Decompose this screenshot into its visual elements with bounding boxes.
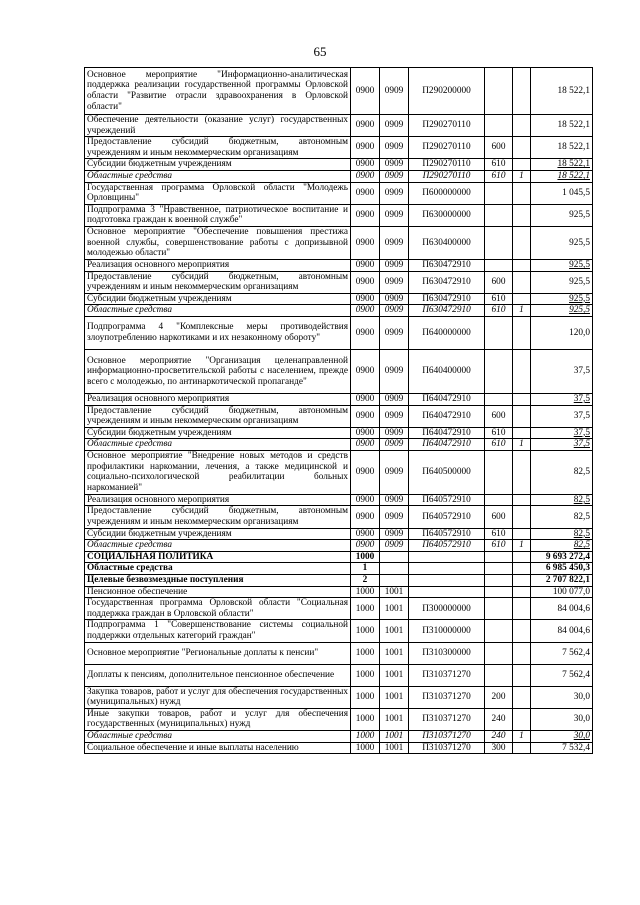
- cell-target-article: П640472910: [409, 405, 485, 427]
- cell-expense-type: [485, 586, 513, 598]
- cell-name: Доплаты к пенсиям, дополнительное пенсионное обеспечение: [85, 664, 351, 686]
- cell-section: 0900: [351, 226, 380, 259]
- cell-subsection: 1001: [380, 620, 409, 642]
- cell-expense-type: [485, 575, 513, 587]
- cell-subsection: 1001: [380, 642, 409, 664]
- cell-section: 0900: [351, 439, 380, 451]
- table-row: [85, 598, 593, 620]
- cell-expense-type: [485, 115, 513, 137]
- cell-target-article: П290270110: [409, 170, 485, 182]
- cell-name: Закупка товаров, работ и услуг для обеспечения государственных (муниципальных) нужд: [85, 686, 351, 708]
- cell-amount: 9 693 272,4: [531, 551, 593, 563]
- cell-expense-type: 600: [485, 405, 513, 427]
- cell-section: 0900: [351, 293, 380, 305]
- cell-subsection: 0909: [380, 182, 409, 204]
- cell-amount: 37,5: [531, 439, 593, 451]
- cell-target-article: П640572910: [409, 540, 485, 552]
- cell-name: Реализация основного мероприятия: [85, 393, 351, 405]
- cell-name: Областные средства: [85, 540, 351, 552]
- table-row: [85, 708, 593, 730]
- cell-amount: 18 522,1: [531, 170, 593, 182]
- table-row: [85, 620, 593, 642]
- cell-expense-type: [485, 494, 513, 506]
- cell-target-article: П630472910: [409, 259, 485, 271]
- cell-section: 0900: [351, 170, 380, 182]
- cell-amount: 120,0: [531, 316, 593, 349]
- table-row: [85, 528, 593, 540]
- cell-source: [513, 664, 531, 686]
- cell-source: 1: [513, 439, 531, 451]
- cell-name: Основное мероприятие "Информационно-аналитическая поддержка реализации государственной программы Орловской области "Развитие отрасли здравоохранения в Орловской области": [85, 68, 351, 115]
- cell-target-article: П640472910: [409, 393, 485, 405]
- cell-subsection: [380, 551, 409, 563]
- table-row: [85, 540, 593, 552]
- cell-target-article: П310371270: [409, 664, 485, 686]
- cell-section: 0900: [351, 259, 380, 271]
- cell-amount: 84 004,6: [531, 620, 593, 642]
- cell-subsection: 1001: [380, 708, 409, 730]
- cell-source: [513, 137, 531, 159]
- table-row: [85, 686, 593, 708]
- table-row: [85, 259, 593, 271]
- cell-name: Подпрограмма 1 "Совершенствование системы социальной поддержки отдельных категорий граждан": [85, 620, 351, 642]
- cell-source: [513, 620, 531, 642]
- cell-source: [513, 506, 531, 528]
- table-row: [85, 159, 593, 171]
- cell-expense-type: 600: [485, 271, 513, 293]
- cell-target-article: П630472910: [409, 305, 485, 317]
- cell-expense-type: 610: [485, 293, 513, 305]
- cell-expense-type: [485, 450, 513, 494]
- cell-expense-type: [485, 642, 513, 664]
- table-row: [85, 137, 593, 159]
- cell-amount: 925,5: [531, 204, 593, 226]
- cell-subsection: 0909: [380, 68, 409, 115]
- cell-amount: 6 985 450,3: [531, 563, 593, 575]
- cell-amount: 7 562,4: [531, 642, 593, 664]
- cell-section: 0900: [351, 182, 380, 204]
- cell-amount: 925,5: [531, 271, 593, 293]
- cell-section: 1000: [351, 551, 380, 563]
- cell-source: [513, 68, 531, 115]
- cell-section: 0900: [351, 349, 380, 393]
- cell-section: 1000: [351, 686, 380, 708]
- cell-target-article: П310371270: [409, 708, 485, 730]
- cell-subsection: 0909: [380, 226, 409, 259]
- cell-target-article: [409, 563, 485, 575]
- cell-name: Основное мероприятие "Организация целенаправленной информационно-просветительской работы с населением, прежде всего с молодежью, по антинаркотической пропаганде": [85, 349, 351, 393]
- cell-expense-type: 600: [485, 506, 513, 528]
- cell-subsection: 0909: [380, 528, 409, 540]
- cell-expense-type: 600: [485, 137, 513, 159]
- cell-subsection: 0909: [380, 540, 409, 552]
- cell-source: [513, 405, 531, 427]
- cell-subsection: [380, 575, 409, 587]
- cell-section: 0900: [351, 540, 380, 552]
- cell-amount: 30,0: [531, 686, 593, 708]
- cell-subsection: 0909: [380, 293, 409, 305]
- cell-subsection: 1001: [380, 742, 409, 754]
- cell-expense-type: 610: [485, 305, 513, 317]
- cell-target-article: П600000000: [409, 182, 485, 204]
- cell-amount: 37,5: [531, 427, 593, 439]
- cell-expense-type: 610: [485, 170, 513, 182]
- cell-name: Иные закупки товаров, работ и услуг для обеспечения государственных (муниципальных) нужд: [85, 708, 351, 730]
- cell-expense-type: [485, 182, 513, 204]
- cell-source: [513, 528, 531, 540]
- cell-name: Социальное обеспечение и иные выплаты населению: [85, 742, 351, 754]
- cell-source: [513, 316, 531, 349]
- cell-source: [513, 642, 531, 664]
- table-row: [85, 226, 593, 259]
- cell-subsection: 0909: [380, 305, 409, 317]
- cell-expense-type: 300: [485, 742, 513, 754]
- cell-target-article: [409, 575, 485, 587]
- cell-amount: 1 045,5: [531, 182, 593, 204]
- cell-subsection: 1001: [380, 586, 409, 598]
- cell-target-article: [409, 586, 485, 598]
- cell-subsection: 0909: [380, 393, 409, 405]
- table-row: [85, 494, 593, 506]
- cell-target-article: П630472910: [409, 293, 485, 305]
- cell-target-article: П300000000: [409, 598, 485, 620]
- cell-section: 0900: [351, 137, 380, 159]
- cell-target-article: П310371270: [409, 686, 485, 708]
- cell-target-article: П640472910: [409, 439, 485, 451]
- table-row: [85, 506, 593, 528]
- table-row: [85, 68, 593, 115]
- table-row: [85, 115, 593, 137]
- cell-amount: 30,0: [531, 708, 593, 730]
- cell-section: 1000: [351, 620, 380, 642]
- cell-section: 1000: [351, 708, 380, 730]
- cell-expense-type: 610: [485, 528, 513, 540]
- cell-source: 1: [513, 540, 531, 552]
- cell-target-article: [409, 551, 485, 563]
- table-row: [85, 563, 593, 575]
- cell-expense-type: [485, 204, 513, 226]
- cell-section: 2: [351, 575, 380, 587]
- cell-target-article: П640400000: [409, 349, 485, 393]
- cell-name: Предоставление субсидий бюджетным, автономным учреждениям и иным некоммерческим организациям: [85, 405, 351, 427]
- cell-source: [513, 450, 531, 494]
- cell-subsection: 1001: [380, 730, 409, 742]
- cell-target-article: П630472910: [409, 271, 485, 293]
- cell-source: [513, 271, 531, 293]
- cell-source: [513, 708, 531, 730]
- cell-expense-type: [485, 664, 513, 686]
- cell-amount: 925,5: [531, 259, 593, 271]
- cell-amount: 925,5: [531, 293, 593, 305]
- cell-target-article: П640000000: [409, 316, 485, 349]
- cell-target-article: П290270110: [409, 137, 485, 159]
- table-row: [85, 575, 593, 587]
- cell-name: Основное мероприятие "Региональные доплаты к пенсии": [85, 642, 351, 664]
- cell-name: Предоставление субсидий бюджетным, автономным учреждениям и иным некоммерческим организациям: [85, 271, 351, 293]
- cell-section: 0900: [351, 115, 380, 137]
- cell-subsection: 0909: [380, 506, 409, 528]
- table-row: [85, 450, 593, 494]
- cell-expense-type: 610: [485, 439, 513, 451]
- table-row: [85, 664, 593, 686]
- cell-section: 0900: [351, 405, 380, 427]
- table-row: [85, 170, 593, 182]
- cell-target-article: П640500000: [409, 450, 485, 494]
- table-row: [85, 642, 593, 664]
- cell-amount: 82,5: [531, 494, 593, 506]
- cell-name: Субсидии бюджетным учреждениям: [85, 293, 351, 305]
- cell-subsection: 0909: [380, 439, 409, 451]
- cell-expense-type: [485, 563, 513, 575]
- cell-expense-type: [485, 598, 513, 620]
- table-row: [85, 730, 593, 742]
- cell-name: Целевые безвозмездные поступления: [85, 575, 351, 587]
- cell-amount: 18 522,1: [531, 159, 593, 171]
- cell-amount: 84 004,6: [531, 598, 593, 620]
- cell-section: 0900: [351, 204, 380, 226]
- cell-expense-type: [485, 551, 513, 563]
- cell-amount: 82,5: [531, 450, 593, 494]
- cell-section: 1000: [351, 586, 380, 598]
- cell-section: 0900: [351, 159, 380, 171]
- cell-name: Подпрограмма 3 "Нравственное, патриотическое воспитание и подготовка граждан к военной службе": [85, 204, 351, 226]
- cell-target-article: П290270110: [409, 159, 485, 171]
- table-row: [85, 271, 593, 293]
- cell-expense-type: 200: [485, 686, 513, 708]
- cell-subsection: 1001: [380, 686, 409, 708]
- cell-section: 0900: [351, 427, 380, 439]
- cell-section: 1000: [351, 664, 380, 686]
- table-row: [85, 204, 593, 226]
- cell-source: [513, 586, 531, 598]
- cell-section: 1: [351, 563, 380, 575]
- table-row: [85, 293, 593, 305]
- cell-subsection: 0909: [380, 316, 409, 349]
- cell-amount: 30,0: [531, 730, 593, 742]
- cell-amount: 18 522,1: [531, 137, 593, 159]
- cell-subsection: 0909: [380, 349, 409, 393]
- cell-target-article: П310371270: [409, 730, 485, 742]
- cell-expense-type: [485, 226, 513, 259]
- cell-source: [513, 427, 531, 439]
- cell-subsection: 0909: [380, 427, 409, 439]
- cell-source: 1: [513, 170, 531, 182]
- cell-amount: 925,5: [531, 305, 593, 317]
- budget-table: [84, 67, 593, 754]
- cell-source: [513, 259, 531, 271]
- cell-target-article: П640472910: [409, 427, 485, 439]
- cell-subsection: 0909: [380, 494, 409, 506]
- cell-section: 0900: [351, 528, 380, 540]
- cell-source: [513, 204, 531, 226]
- cell-source: [513, 686, 531, 708]
- cell-name: Подпрограмма 4 "Комплексные меры противодействия злоупотреблению наркотиками и их незаконному обороту": [85, 316, 351, 349]
- cell-name: Предоставление субсидий бюджетным, автономным учреждениям и иным некоммерческим организациям: [85, 137, 351, 159]
- cell-amount: 82,5: [531, 540, 593, 552]
- cell-target-article: П310300000: [409, 642, 485, 664]
- cell-amount: 7 562,4: [531, 664, 593, 686]
- cell-subsection: 1001: [380, 598, 409, 620]
- cell-amount: 7 532,4: [531, 742, 593, 754]
- cell-section: 0900: [351, 393, 380, 405]
- cell-amount: 100 077,0: [531, 586, 593, 598]
- cell-name: Государственная программа Орловской области "Социальная поддержка граждан в Орловской области": [85, 598, 351, 620]
- cell-name: Субсидии бюджетным учреждениям: [85, 528, 351, 540]
- table-row: [85, 405, 593, 427]
- table-row: [85, 427, 593, 439]
- cell-target-article: П310371270: [409, 742, 485, 754]
- cell-expense-type: 610: [485, 427, 513, 439]
- cell-subsection: 0909: [380, 159, 409, 171]
- cell-amount: 37,5: [531, 393, 593, 405]
- cell-name: Субсидии бюджетным учреждениям: [85, 427, 351, 439]
- cell-target-article: П630400000: [409, 226, 485, 259]
- cell-name: Основное мероприятие "Обеспечение повышения престижа военной службы, совершенствование работы с допризывной молодежью области": [85, 226, 351, 259]
- cell-section: 1000: [351, 730, 380, 742]
- cell-section: 0900: [351, 316, 380, 349]
- cell-name: Субсидии бюджетным учреждениям: [85, 159, 351, 171]
- page-number: 65: [313, 44, 327, 59]
- cell-expense-type: 610: [485, 159, 513, 171]
- cell-section: 0900: [351, 450, 380, 494]
- cell-name: СОЦИАЛЬНАЯ ПОЛИТИКА: [85, 551, 351, 563]
- cell-expense-type: 240: [485, 730, 513, 742]
- cell-name: Пенсионное обеспечение: [85, 586, 351, 598]
- cell-subsection: 0909: [380, 271, 409, 293]
- cell-amount: 37,5: [531, 349, 593, 393]
- cell-subsection: 0909: [380, 405, 409, 427]
- cell-name: Областные средства: [85, 439, 351, 451]
- cell-expense-type: [485, 393, 513, 405]
- table-row: [85, 182, 593, 204]
- cell-subsection: 0909: [380, 137, 409, 159]
- cell-name: Областные средства: [85, 170, 351, 182]
- cell-target-article: П640572910: [409, 494, 485, 506]
- cell-source: [513, 393, 531, 405]
- cell-name: Обеспечение деятельности (оказание услуг) государственных учреждений: [85, 115, 351, 137]
- cell-section: 1000: [351, 598, 380, 620]
- cell-source: [513, 115, 531, 137]
- cell-amount: 925,5: [531, 226, 593, 259]
- cell-section: 0900: [351, 271, 380, 293]
- cell-subsection: 0909: [380, 204, 409, 226]
- table-row: [85, 393, 593, 405]
- cell-name: Государственная программа Орловской области "Молодежь Орловщины": [85, 182, 351, 204]
- cell-target-article: П640572910: [409, 528, 485, 540]
- cell-source: [513, 494, 531, 506]
- table-body: [85, 68, 593, 754]
- cell-target-article: П630000000: [409, 204, 485, 226]
- cell-source: [513, 349, 531, 393]
- cell-target-article: П290200000: [409, 68, 485, 115]
- cell-expense-type: 240: [485, 708, 513, 730]
- cell-subsection: 0909: [380, 115, 409, 137]
- cell-source: [513, 182, 531, 204]
- cell-name: Основное мероприятие "Внедрение новых методов и средств профилактики наркомании, лечения, а также медицинской и социально-психологической реабилитации больных наркоманией": [85, 450, 351, 494]
- cell-expense-type: 610: [485, 540, 513, 552]
- cell-target-article: П310000000: [409, 620, 485, 642]
- cell-source: [513, 551, 531, 563]
- cell-subsection: 1001: [380, 664, 409, 686]
- cell-expense-type: [485, 620, 513, 642]
- table-row: [85, 551, 593, 563]
- cell-subsection: [380, 563, 409, 575]
- cell-target-article: П290270110: [409, 115, 485, 137]
- cell-expense-type: [485, 68, 513, 115]
- cell-source: [513, 598, 531, 620]
- cell-section: 0900: [351, 68, 380, 115]
- cell-expense-type: [485, 259, 513, 271]
- cell-name: Реализация основного мероприятия: [85, 259, 351, 271]
- cell-amount: 82,5: [531, 506, 593, 528]
- cell-subsection: 0909: [380, 170, 409, 182]
- cell-target-article: П640572910: [409, 506, 485, 528]
- cell-expense-type: [485, 316, 513, 349]
- cell-amount: 37,5: [531, 405, 593, 427]
- cell-amount: 2 707 822,1: [531, 575, 593, 587]
- cell-subsection: 0909: [380, 450, 409, 494]
- cell-source: 1: [513, 730, 531, 742]
- cell-name: Реализация основного мероприятия: [85, 494, 351, 506]
- cell-amount: 82,5: [531, 528, 593, 540]
- cell-section: 0900: [351, 305, 380, 317]
- table-row: [85, 316, 593, 349]
- table-row: [85, 439, 593, 451]
- cell-name: Областные средства: [85, 305, 351, 317]
- table-row: [85, 305, 593, 317]
- cell-amount: 18 522,1: [531, 115, 593, 137]
- table-row: [85, 742, 593, 754]
- cell-source: [513, 563, 531, 575]
- cell-name: Областные средства: [85, 563, 351, 575]
- cell-section: 1000: [351, 642, 380, 664]
- cell-source: [513, 159, 531, 171]
- cell-section: 0900: [351, 506, 380, 528]
- cell-amount: 18 522,1: [531, 68, 593, 115]
- cell-source: [513, 226, 531, 259]
- cell-section: 0900: [351, 494, 380, 506]
- cell-source: 1: [513, 305, 531, 317]
- cell-source: [513, 742, 531, 754]
- cell-expense-type: [485, 349, 513, 393]
- cell-source: [513, 575, 531, 587]
- cell-name: Областные средства: [85, 730, 351, 742]
- cell-name: Предоставление субсидий бюджетным, автономным учреждениям и иным некоммерческим организациям: [85, 506, 351, 528]
- cell-subsection: 0909: [380, 259, 409, 271]
- table-row: [85, 586, 593, 598]
- cell-section: 1000: [351, 742, 380, 754]
- cell-source: [513, 293, 531, 305]
- table-row: [85, 349, 593, 393]
